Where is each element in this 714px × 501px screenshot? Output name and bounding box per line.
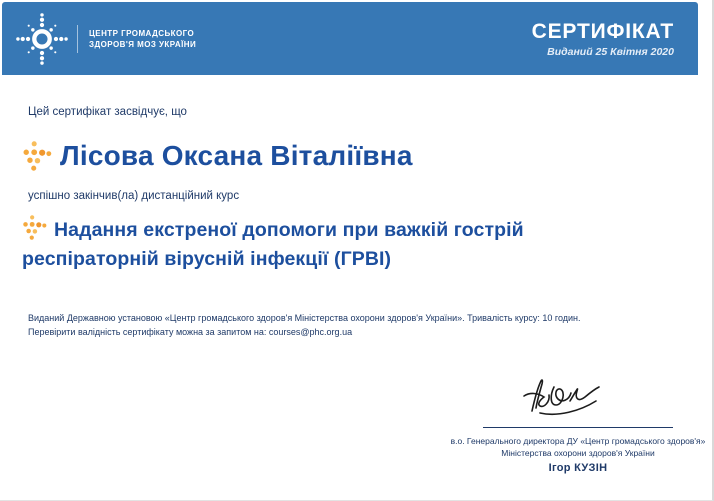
brand-divider: [77, 25, 78, 53]
certificate-title: СЕРТИФІКАТ: [531, 19, 674, 43]
signer-block: [448, 435, 708, 474]
course-title: Надання екстреної допомоги при важкій гострій респіраторній вірусній інфекції (ГРВІ): [22, 219, 524, 270]
certificate-header: [2, 2, 698, 75]
issue-date: Виданий 25 Квітня 2020: [547, 45, 674, 58]
signer-title: в.о. Генерального директора ДУ «Центр громадського здоров'я» Міністерства охорони здоров'я України: [450, 436, 706, 458]
issuer-note: [28, 312, 698, 339]
org-name: [89, 28, 196, 50]
certifies-line: Цей сертифікат засвідчує, що: [28, 106, 187, 118]
completed-line: успішно закінчив(ла) дистанційний курс: [28, 190, 240, 202]
certificate-heading: [532, 20, 674, 58]
recipient-name: Лісова Оксана Віталіївна: [60, 140, 413, 171]
signature-line: [483, 427, 673, 428]
dots-arrow-icon: [22, 136, 52, 176]
signature-scribble: [508, 374, 620, 420]
course-title-block: [22, 211, 647, 274]
issuer-note-line2: Перевірити валідність сертифікату можна за запитом на: courses@phc.org.ua: [28, 326, 353, 337]
org-name-line2: ЗДОРОВ'Я МОЗ УКРАЇНИ: [89, 39, 197, 49]
dots-arrow-icon: [22, 211, 47, 244]
signer-name: Ігор КУЗІН: [548, 462, 608, 474]
org-brand: [16, 13, 196, 65]
org-name-line1: ЦЕНТР ГРОМАДСЬКОГО: [89, 28, 195, 38]
phc-logo-icon: [16, 13, 68, 65]
recipient-row: [22, 136, 413, 176]
issuer-note-line1: Виданий Державною установою «Центр громадського здоров'я Міністерства охорони здоров'я України». Тривалість курсу: 10 годин.: [28, 313, 581, 323]
